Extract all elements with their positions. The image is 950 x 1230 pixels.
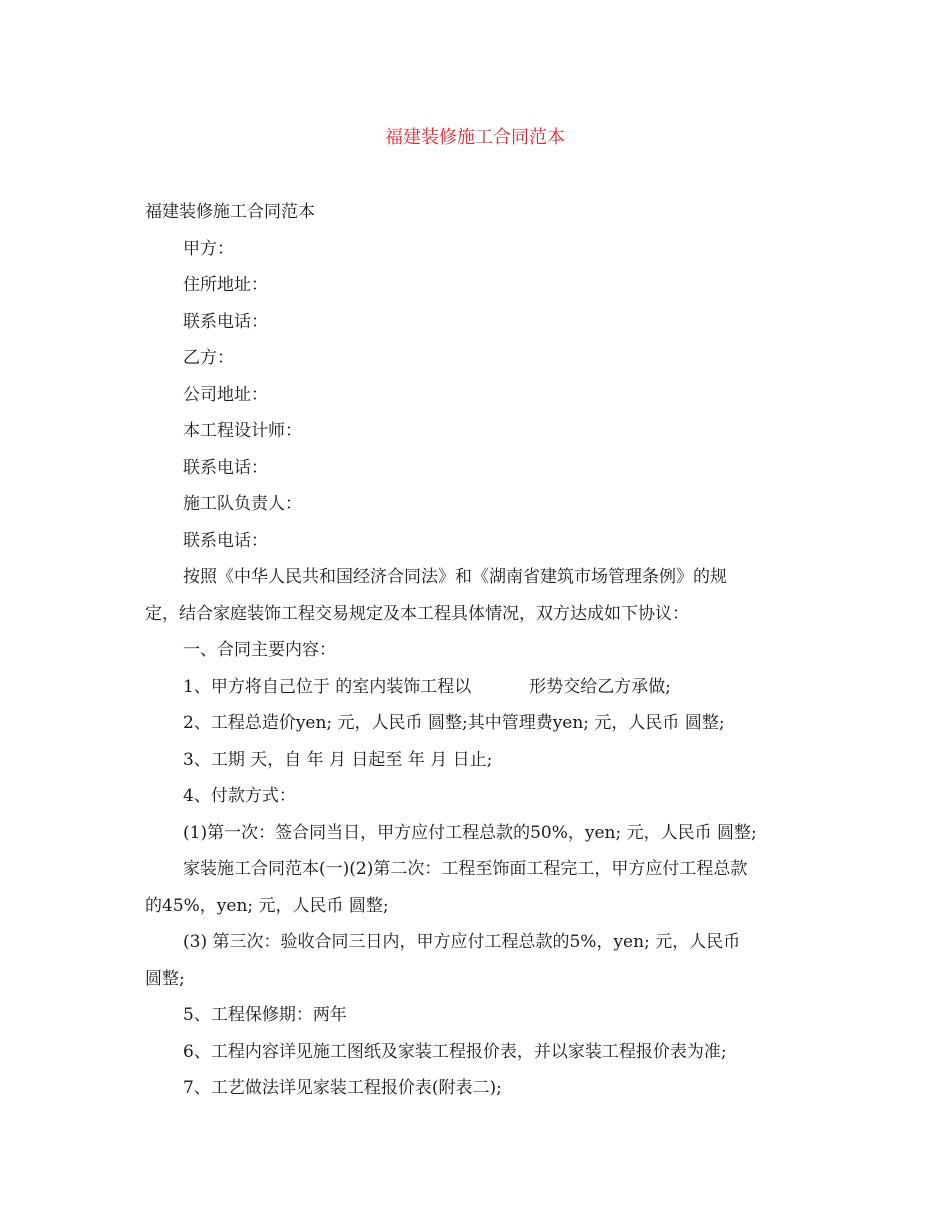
intro-paragraph-line2: 定，结合家庭装饰工程交易规定及本工程具体情况，双方达成如下协议： [145,603,689,624]
clause-1-part-a: 1、甲方将自己位于 的室内装饰工程以 [183,676,472,697]
payment-2-line1: 家装施工合同范本(一)(2)第二次：工程至饰面工程完工，甲方应付工程总款 [183,859,748,879]
clause-1-part-b: 形势交给乙方承做; [529,676,671,697]
document-title: 福建装修施工合同范本 [385,127,565,148]
payment-1: (1)第一次：签合同当日，甲方应付工程总款的50%，yen; 元，人民币 圆整; [183,822,757,843]
clause-7: 7、工艺做法详见家装工程报价表(附表二); [183,1078,502,1098]
body-heading: 福建装修施工合同范本 [145,202,315,222]
address-a-label: 住所地址： [183,275,268,295]
intro-paragraph-line1: 按照《中华人民共和国经济合同法》和《湖南省建筑市场管理条例》的规 [183,567,727,587]
clause-5: 5、工程保修期：两年 [183,1005,347,1025]
party-b-label: 乙方： [183,348,234,368]
document-body [145,194,815,1107]
phone-leader-label: 联系电话： [183,530,268,551]
payment-2-line2: 的45%，yen; 元，人民币 圆整; [145,895,389,916]
clause-3: 3、工期 天，自 年 月 日起至 年 月 日止; [183,749,493,770]
section-1-heading: 一、合同主要内容： [183,640,336,660]
clause-2: 2、工程总造价yen; 元，人民币 圆整;其中管理费yen; 元，人民币 圆整; [183,713,725,733]
designer-label: 本工程设计师： [183,421,302,441]
party-a-label: 甲方： [183,238,234,259]
company-address-label: 公司地址： [183,384,268,405]
clause-1 [145,669,815,706]
clause-6: 6、工程内容详见施工图纸及家装工程报价表，并以家装工程报价表为准; [183,1041,727,1062]
phone-a-label: 联系电话： [183,311,268,332]
phone-designer-label: 联系电话： [183,457,268,478]
payment-3-line2: 圆整; [145,968,185,989]
payment-3-line1: (3) 第三次：验收合同三日内，甲方应付工程总款的5%，yen; 元，人民币 [183,932,741,952]
team-leader-label: 施工队负责人： [183,494,302,514]
clause-4: 4、付款方式： [183,786,296,806]
